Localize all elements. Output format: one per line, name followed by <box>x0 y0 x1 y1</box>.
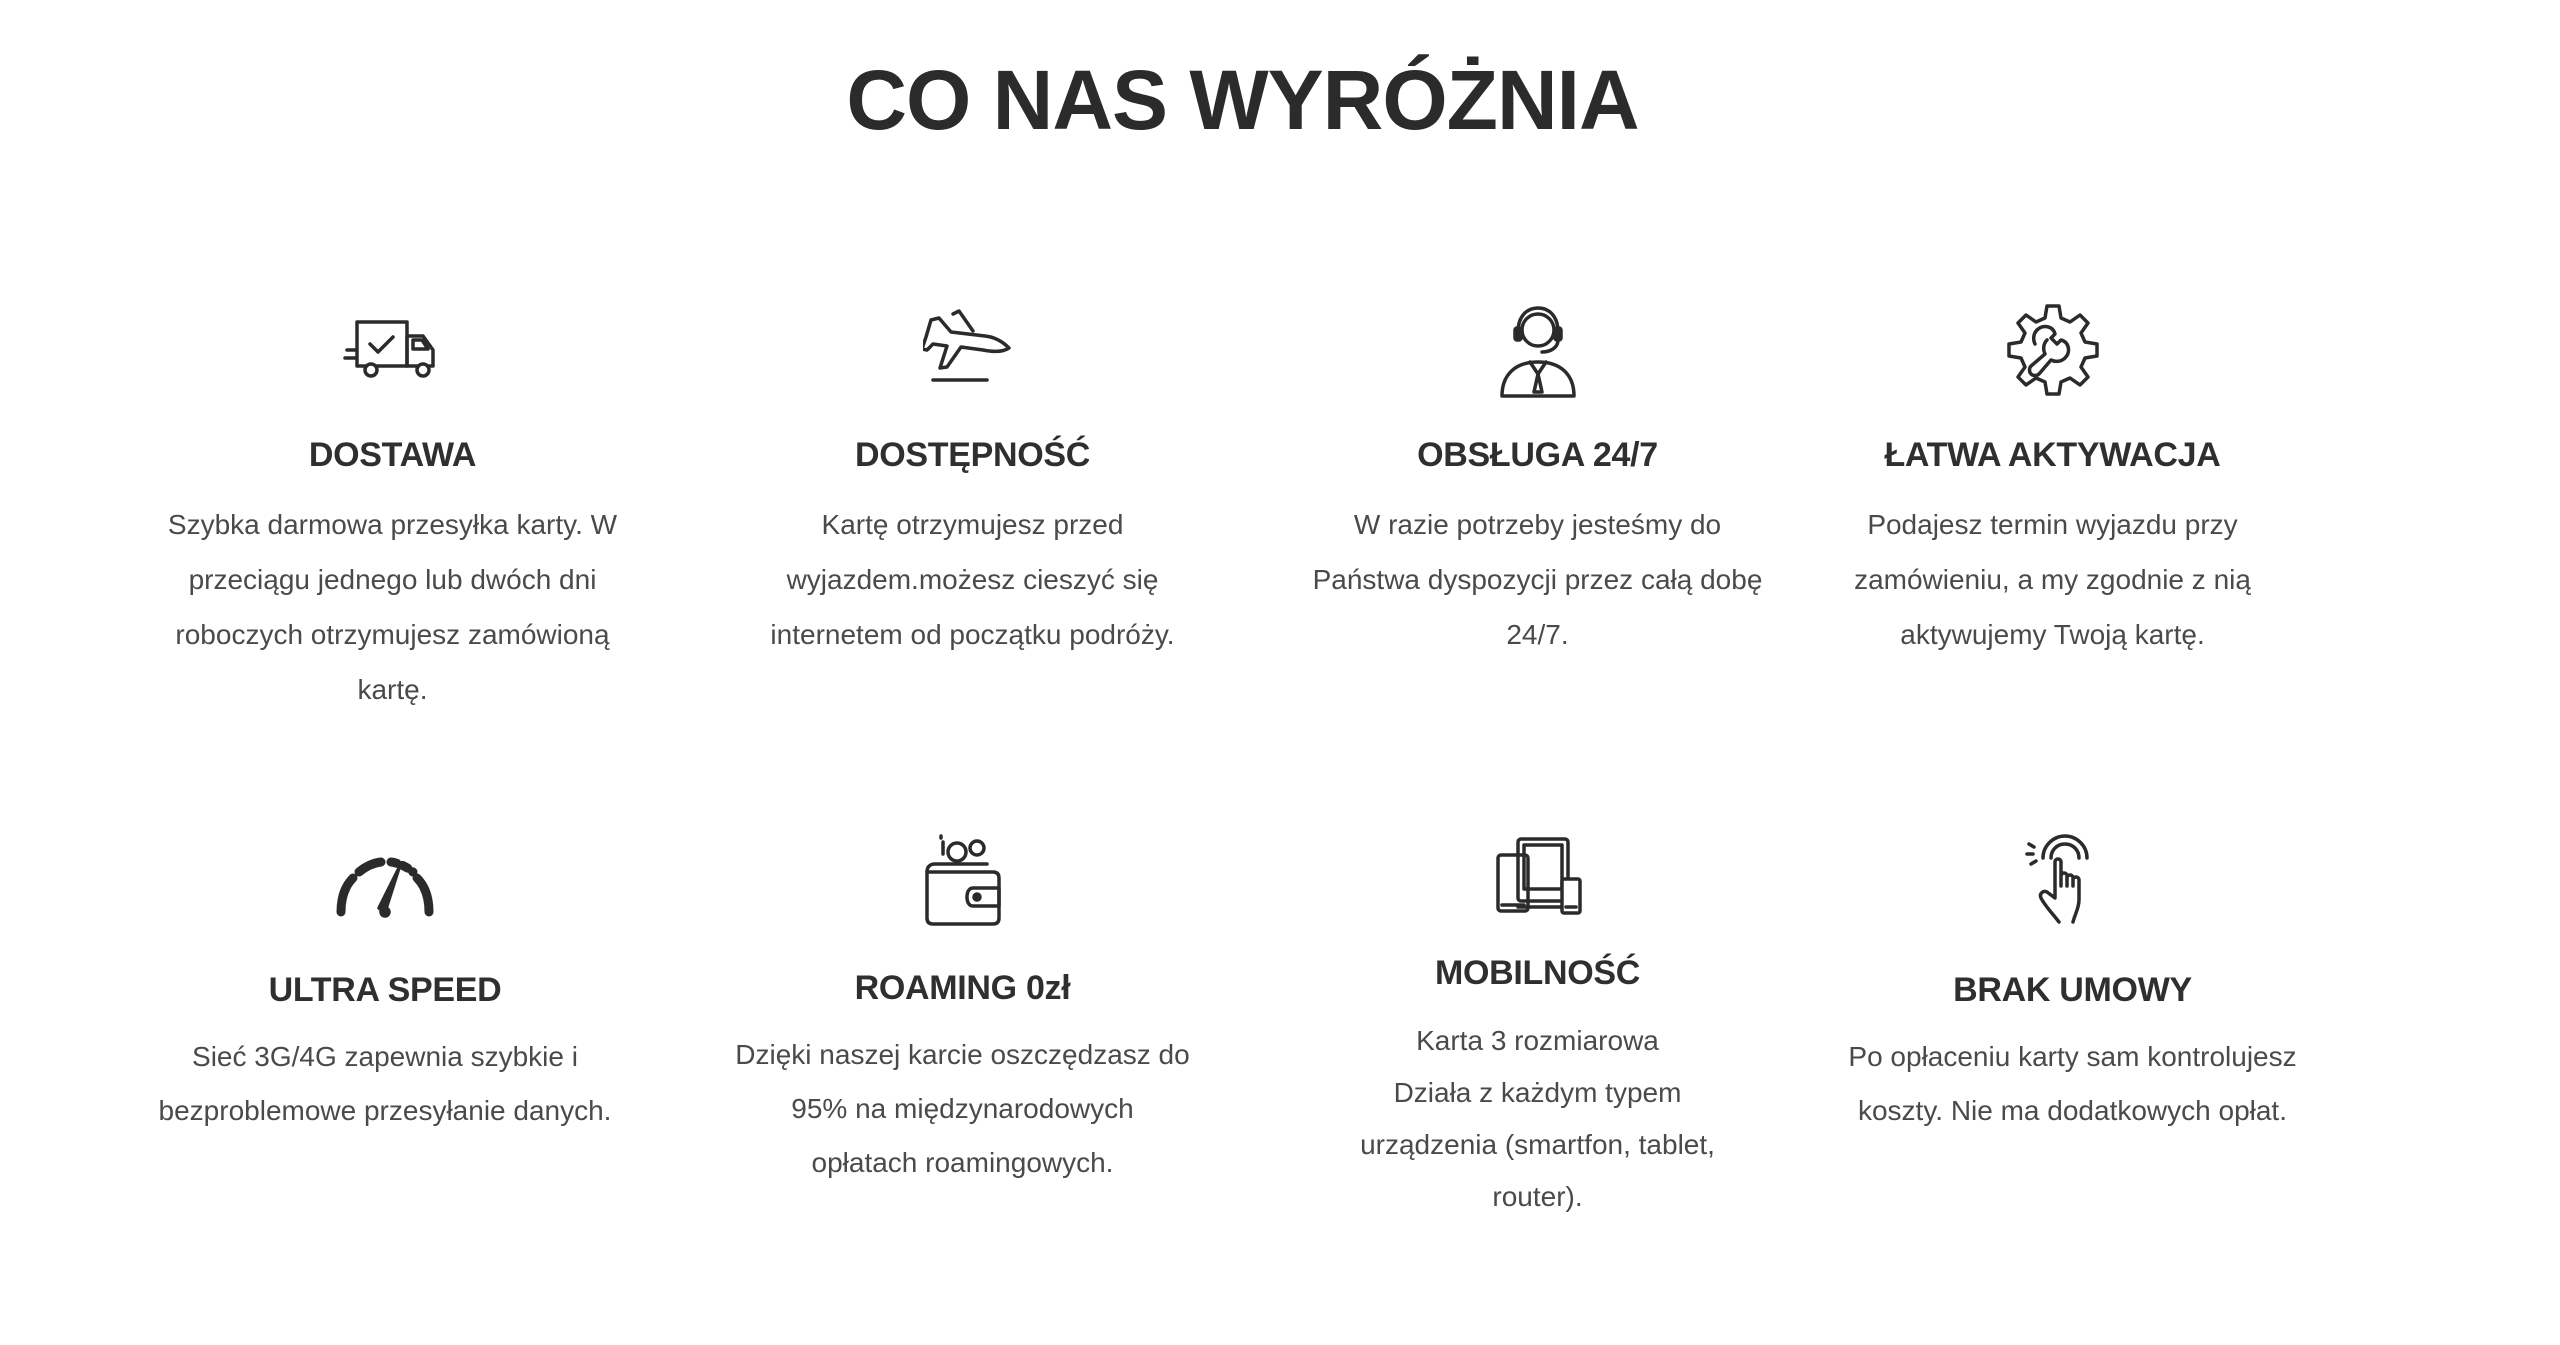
feature-title: ŁATWA AKTYWACJA <box>1884 436 2221 474</box>
feature-description: Podajesz termin wyjazdu przy zamówieniu, a my zgodnie z nią aktywujemy Twoją kartę. <box>1854 509 2251 650</box>
feature-dostawa <box>130 300 655 717</box>
feature-description: Sieć 3G/4G zapewnia szybkie i bezproblemowe przesyłanie danych. <box>158 1041 612 1126</box>
delivery-truck-icon <box>343 300 443 400</box>
page-title: CO NAS WYRÓŻNIA <box>846 53 1639 147</box>
feature-title: ROAMING 0zł <box>854 969 1071 1007</box>
feature-title: DOSTAWA <box>308 436 477 474</box>
speedometer-icon <box>335 830 435 930</box>
feature-dostepnosc <box>710 300 1235 662</box>
feature-title: OBSŁUGA 24/7 <box>1417 436 1658 474</box>
devices-icon <box>1488 825 1588 925</box>
feature-description: W razie potrzeby jesteśmy do Państwa dyspozycji przez całą dobę 24/7. <box>1312 509 1763 650</box>
feature-description: Karta 3 rozmiarowa Działa z każdym typem urządzenia (smartfon, tablet, router). <box>1360 1025 1715 1212</box>
feature-ultra-speed <box>130 830 640 1138</box>
feature-description: Dzięki naszej karcie oszczędzasz do 95% na międzynarodowych opłatach roamingowych. <box>735 1039 1190 1178</box>
touch-hand-icon <box>2023 830 2123 930</box>
feature-title: BRAK UMOWY <box>1953 971 2192 1009</box>
feature-description: Szybka darmowa przesyłka karty. W przeciągu jednego lub dwóch dni roboczych otrzymujesz zamówioną kartę. <box>167 509 618 705</box>
feature-aktywacja <box>1790 300 2315 662</box>
feature-title: MOBILNOŚĆ <box>1434 954 1641 992</box>
feature-mobilnosc <box>1275 825 1800 1223</box>
feature-brak-umowy <box>1810 830 2335 1138</box>
feature-title: ULTRA SPEED <box>268 971 502 1009</box>
airplane-icon <box>923 300 1023 400</box>
feature-title: DOSTĘPNOŚĆ <box>854 436 1091 474</box>
headset-agent-icon <box>1488 300 1588 400</box>
feature-obsluga <box>1275 300 1800 662</box>
feature-description: Kartę otrzymujesz przed wyjazdem.możesz cieszyć się internetem od początku podróży. <box>770 509 1175 650</box>
gear-wrench-icon <box>2003 300 2103 400</box>
wallet-coins-icon <box>913 830 1013 930</box>
feature-roaming <box>700 830 1225 1190</box>
feature-description: Po opłaceniu karty sam kontrolujesz koszty. Nie ma dodatkowych opłat. <box>1848 1041 2297 1126</box>
